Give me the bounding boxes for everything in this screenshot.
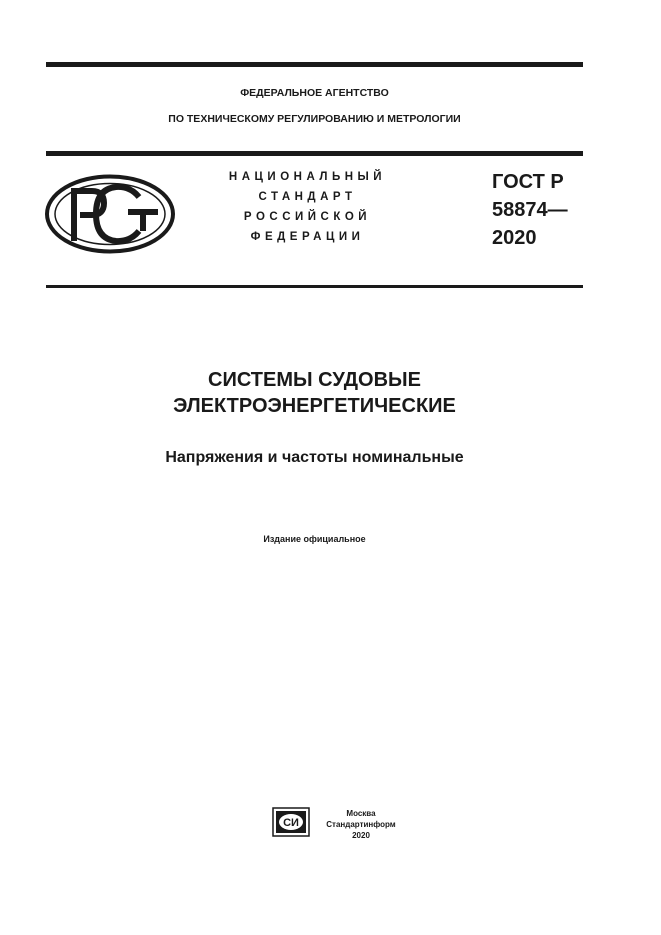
lower-rule: [46, 285, 583, 288]
standard-line-3: РОССИЙСКОЙ: [243, 211, 372, 223]
gost-designation: [492, 168, 568, 252]
gost-line-3: 2020: [492, 227, 537, 249]
gost-line-1: ГОСТ Р: [492, 171, 564, 193]
document-title-line-2: ЭЛЕКТРОЭНЕРГЕТИЧЕСКИЕ: [173, 395, 456, 417]
publisher-block: [318, 808, 404, 841]
svg-text:СИ: СИ: [283, 817, 299, 829]
standard-line-2: СТАНДАРТ: [258, 191, 357, 203]
agency-line-2: ПО ТЕХНИЧЕСКОМУ РЕГУЛИРОВАНИЮ И МЕТРОЛОГИИ: [168, 113, 461, 125]
middle-rule: [46, 151, 583, 156]
publisher-city: Москва: [346, 809, 376, 818]
edition-label: Издание официальное: [263, 534, 366, 544]
publisher-year: 2020: [352, 831, 370, 840]
agency-line-1: ФЕДЕРАЛЬНОЕ АГЕНТСТВО: [240, 87, 389, 99]
standard-line-1: НАЦИОНАЛЬНЫЙ: [228, 171, 387, 183]
standartinform-logo: [272, 807, 310, 837]
top-rule: [46, 62, 583, 67]
publisher-name: Стандартинформ: [326, 820, 396, 829]
document-subtitle: Напряжения и частоты номинальные: [165, 449, 464, 466]
standard-line-4: ФЕДЕРАЦИИ: [250, 231, 365, 243]
gost-line-2: 58874—: [492, 199, 568, 221]
document-title-line-1: СИСТЕМЫ СУДОВЫЕ: [208, 369, 421, 391]
rst-emblem-logo: [44, 173, 176, 255]
